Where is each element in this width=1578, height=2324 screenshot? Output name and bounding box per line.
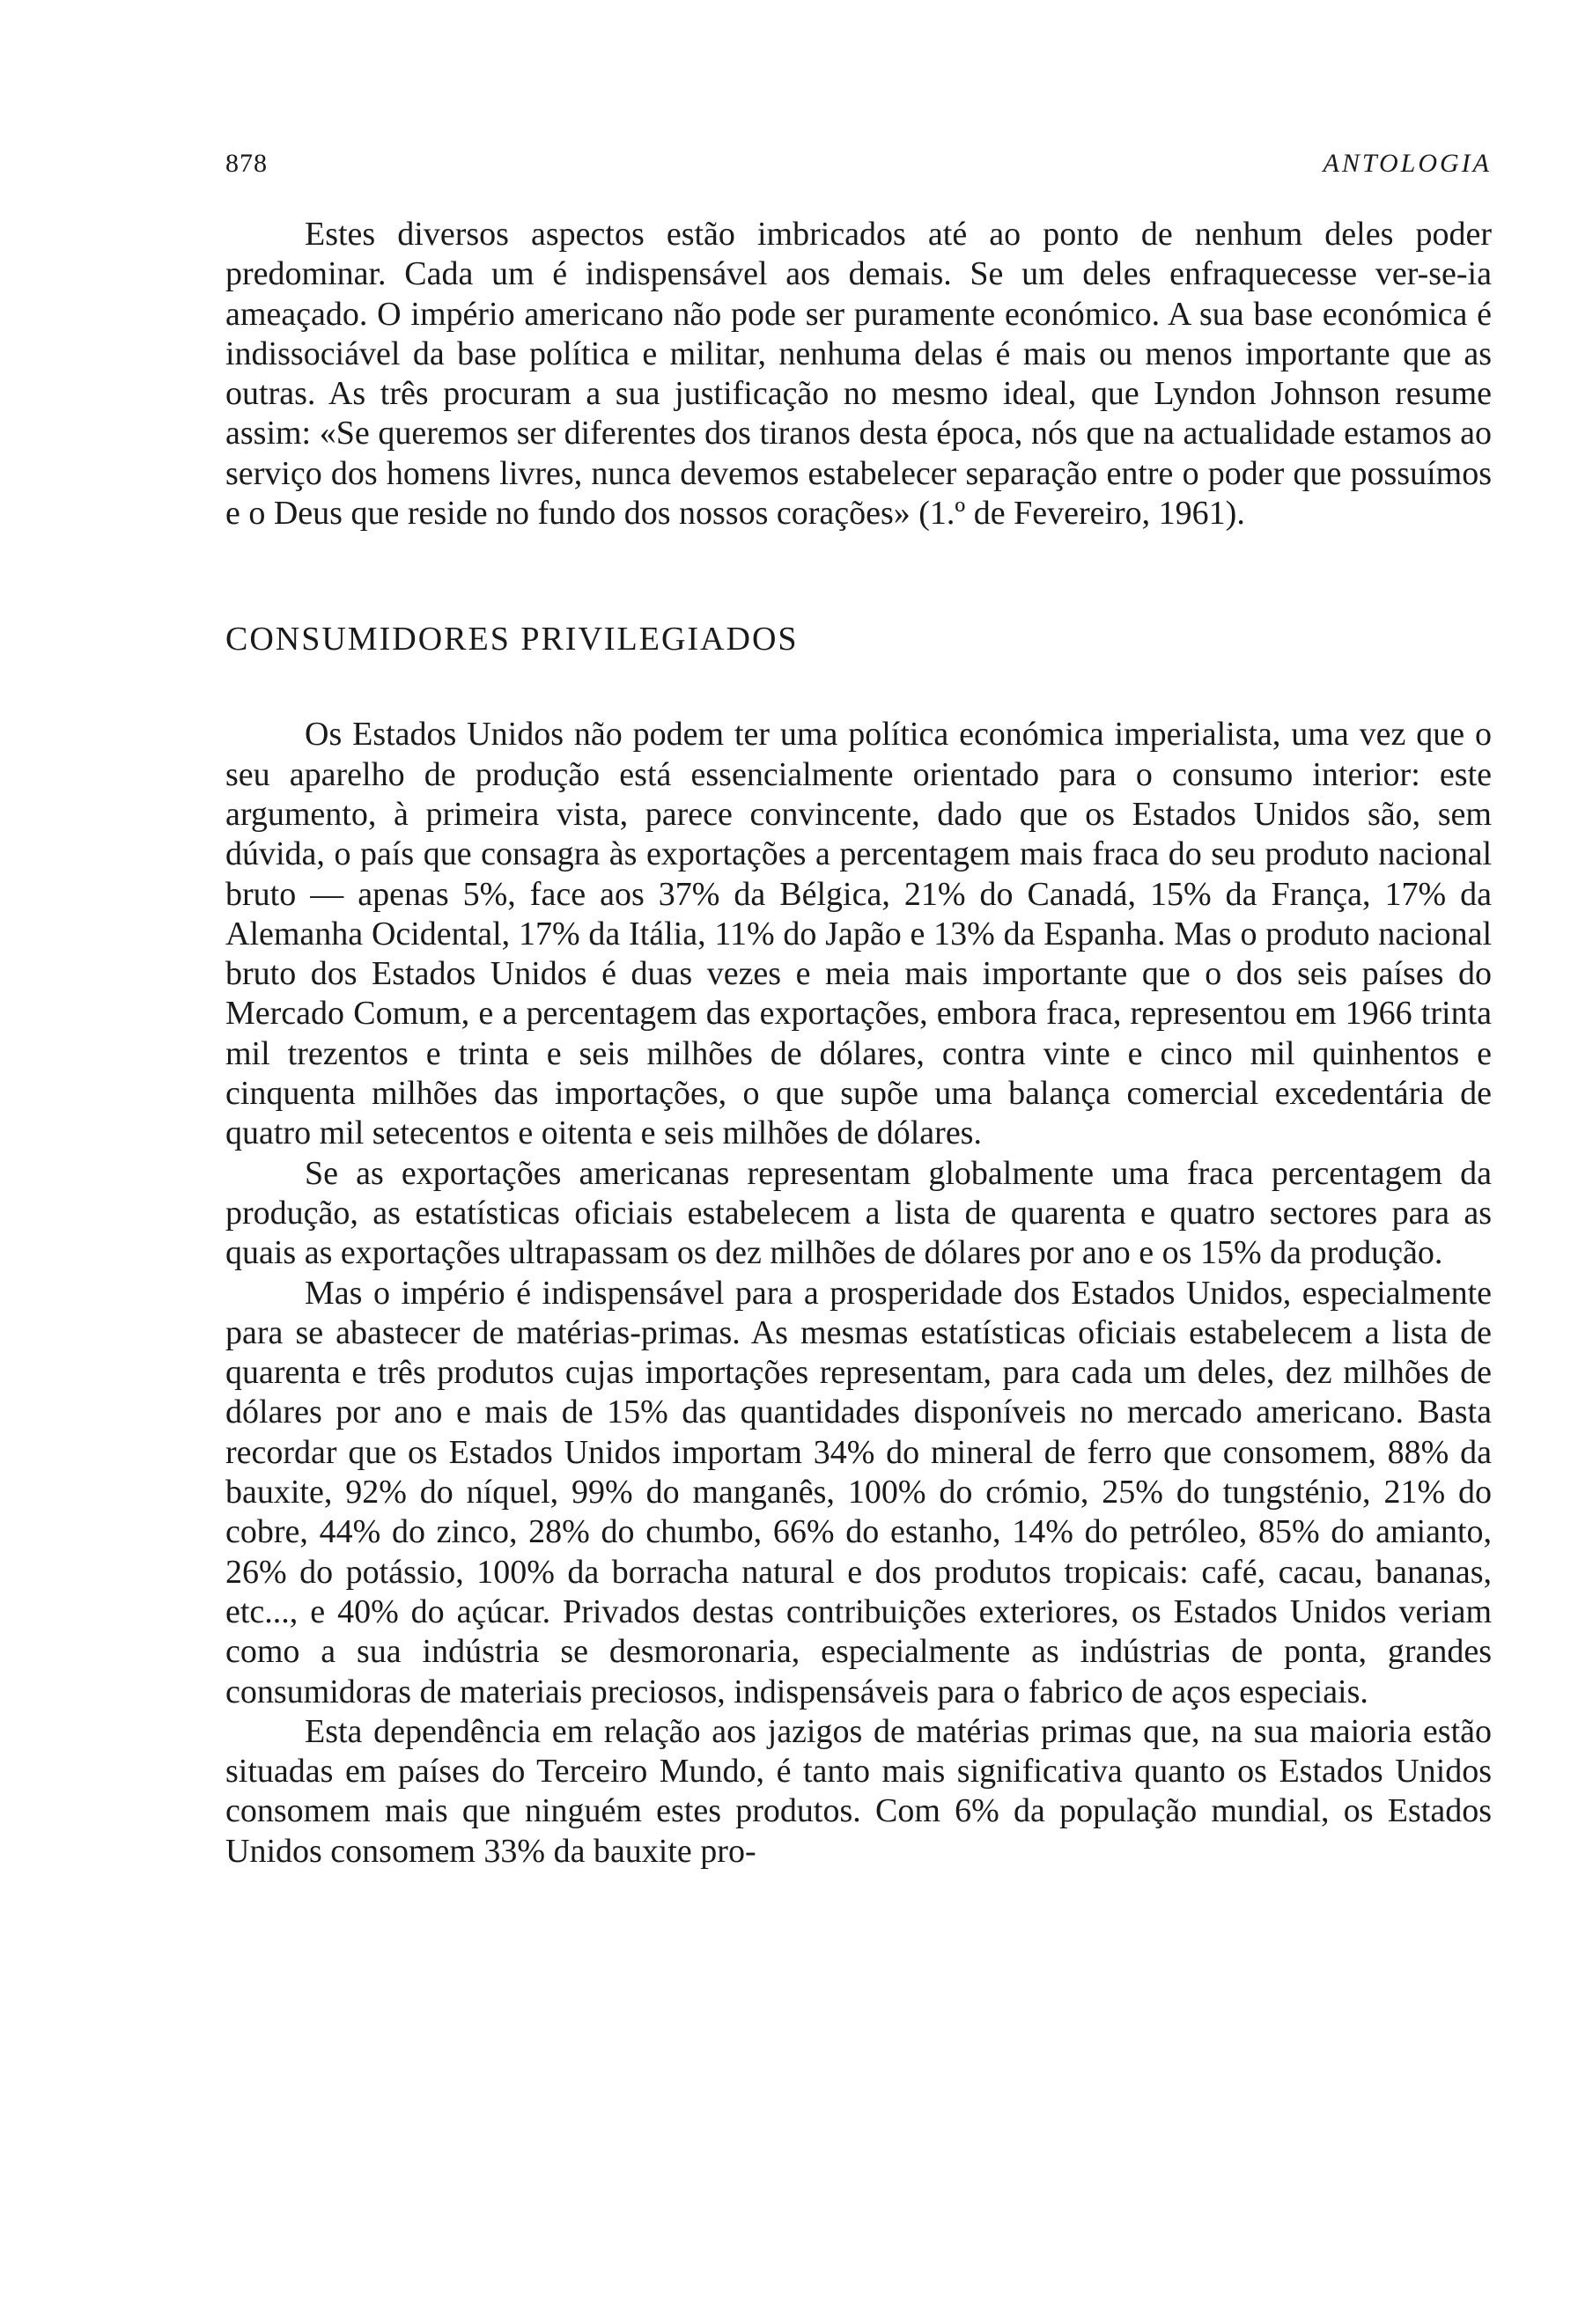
body-paragraph: Os Estados Unidos não podem ter uma política económica imperialista, uma vez que o seu aparelho de produção está essencialmente orientado para o consumo interior: este argumento, à primeira vista, parece convincente, dado que os Estados Unidos são, sem dúvida, o país que consagra às exportações a percentagem mais fraca do seu produto nacional bruto — apenas 5%, face aos 37% da Bélgica, 21% do Canadá, 15% da França, 17% da Alemanha Ocidental, 17% da Itália, 11% do Japão e 13% da Espanha. Mas o produto nacional bruto dos Estados Unidos é duas vezes e meia mais importante que o dos seis países do Mercado Comum, e a percentagem das exportações, embora fraca, representou em 1966 trinta mil trezentos e trinta e seis milhões de dólares, contra vinte e cinco mil quinhentos e cinquenta milhões das importações, o que supõe uma balança comercial excedentária de quatro mil setecentos e oitenta e seis milhões de dólares.: [225, 716, 1492, 1152]
running-header: [225, 148, 1492, 180]
running-title: ANTOLOGIA: [1323, 149, 1492, 178]
book-page: [225, 148, 1492, 1872]
section-heading: CONSUMIDORES PRIVILEGIADOS: [225, 621, 799, 658]
body-paragraph: Esta dependência em relação aos jazigos de matérias primas que, na sua maioria estão situadas em países do Terceiro Mundo, é tanto mais significativa quanto os Estados Unidos consomem mais que ninguém estes produtos. Com 6% da população mundial, os Estados Unidos consomem 33% da bauxite pro-: [225, 1712, 1492, 1870]
intro-paragraph: Estes diversos aspectos estão imbricados até ao ponto de nenhum deles poder predominar. Cada um é indispensável aos demais. Se um deles enfraquecesse ver-se-ia ameaçado. O império americano não pode ser puramente económico. A sua base económica é indissociável da base política e militar, nenhuma delas é mais ou menos importante que as outras. As três procuram a sua justificação no mesmo ideal, que Lyndon Johnson resume assim: «Se queremos ser diferentes dos tiranos desta época, nós que na actualidade estamos ao serviço dos homens livres, nunca devemos estabelecer separação entre o poder que possuímos e o Deus que reside no fundo dos nossos corações» (1.º de Fevereiro, 1961).: [225, 216, 1492, 533]
page-number: 878: [225, 149, 268, 178]
body-paragraph: Se as exportações americanas representam globalmente uma fraca percentagem da produção, as estatísticas oficiais estabelecem a lista de quarenta e quatro sectores para as quais as exportações ultrapassam os dez milhões de dólares por ano e os 15% da produção.: [225, 1154, 1492, 1272]
body-paragraph: Mas o império é indispensável para a prosperidade dos Estados Unidos, especialmente para se abastecer de matérias-primas. As mesmas estatísticas oficiais estabelecem a lista de quarenta e três produtos cujas importações representam, para cada um deles, dez milhões de dólares por ano e mais de 15% das quantidades disponíveis no mercado americano. Basta recordar que os Estados Unidos importam 34% do mineral de ferro que consomem, 88% da bauxite, 92% do níquel, 99% do manganês, 100% do crómio, 25% do tungsténio, 21% do cobre, 44% do zinco, 28% do chumbo, 66% do estanho, 14% do petróleo, 85% do amianto, 26% do potássio, 100% da borracha natural e dos produtos tropicais: café, cacau, bananas, etc..., e 40% do açúcar. Privados destas contribuições exteriores, os Estados Unidos veriam como a sua indústria se desmoronaria, especialmente as indústrias de ponta, grandes consumidoras de materiais preciosos, indispensáveis para o fabrico de aços especiais.: [225, 1274, 1492, 1710]
